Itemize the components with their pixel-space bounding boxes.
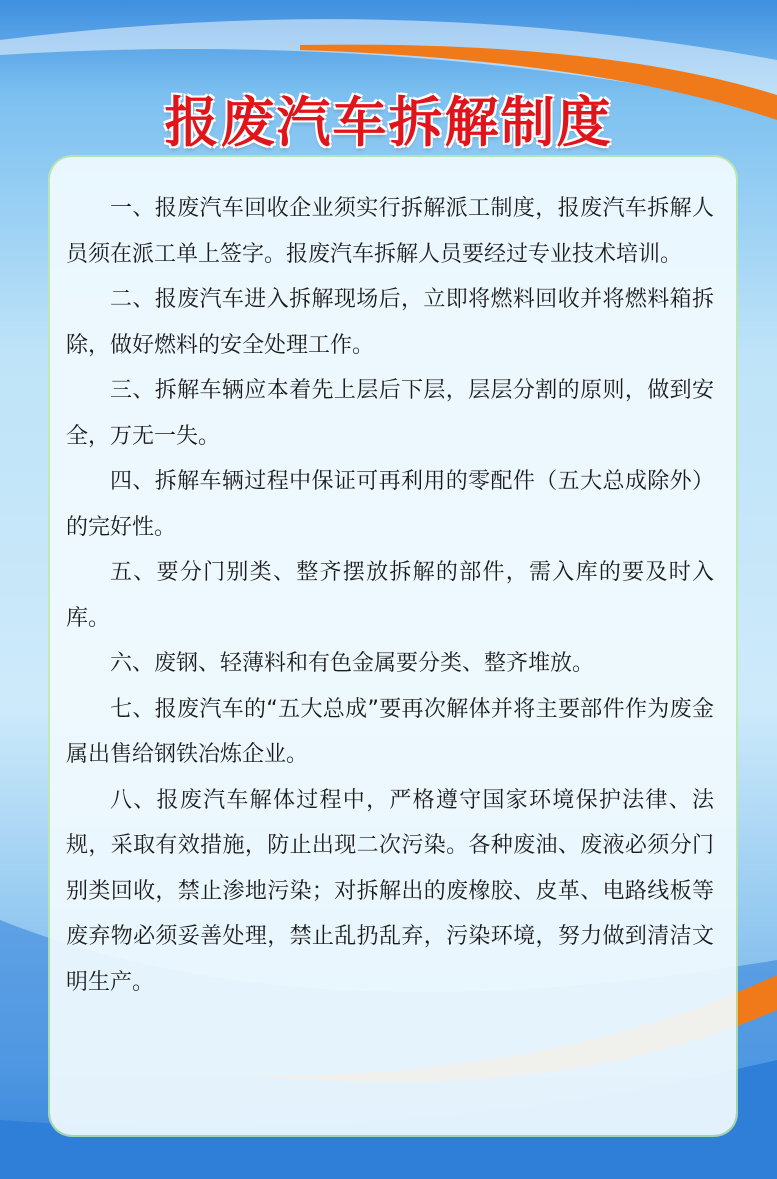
- rule-paragraph: 八、报废汽车解体过程中，严格遵守国家环境保护法律、法规，采取有效措施，防止出现二次污染。各种废油、废液必须分门别类回收，禁止渗地污染；对拆解出的废橡胶、皮革、电路线板等废弃物必须妥善处理，禁止乱扔乱弃，污染环境，努力做到清洁文明生产。: [66, 787, 714, 995]
- rule-paragraph: 一、报废汽车回收企业须实行拆解派工制度，报废汽车拆解人员须在派工单上签字。报废汽车拆解人员要经过专业技术培训。: [66, 196, 714, 267]
- rule-paragraph: 六、废钢、轻薄料和有色金属要分类、整齐堆放。: [110, 651, 595, 676]
- rule-paragraph: 三、拆解车辆应本着先上层后下层，层层分割的原则，做到安全，万无一失。: [66, 378, 714, 449]
- page-title: 报废汽车拆解制度: [164, 91, 613, 154]
- rule-paragraph: 四、拆解车辆过程中保证可再利用的零配件（五大总成除外）的完好性。: [66, 469, 714, 540]
- rule-paragraph: 七、报废汽车的“五大总成”要再次解体并将主要部件作为废金属出售给钢铁冶炼企业。: [66, 696, 714, 767]
- rule-paragraph: 二、报废汽车进入拆解现场后，立即将燃料回收并将燃料箱拆除，做好燃料的安全处理工作。: [66, 287, 714, 358]
- rules-body: [66, 186, 714, 1005]
- rule-paragraph: 五、要分门别类、整齐摆放拆解的部件，需入库的要及时入库。: [66, 560, 714, 631]
